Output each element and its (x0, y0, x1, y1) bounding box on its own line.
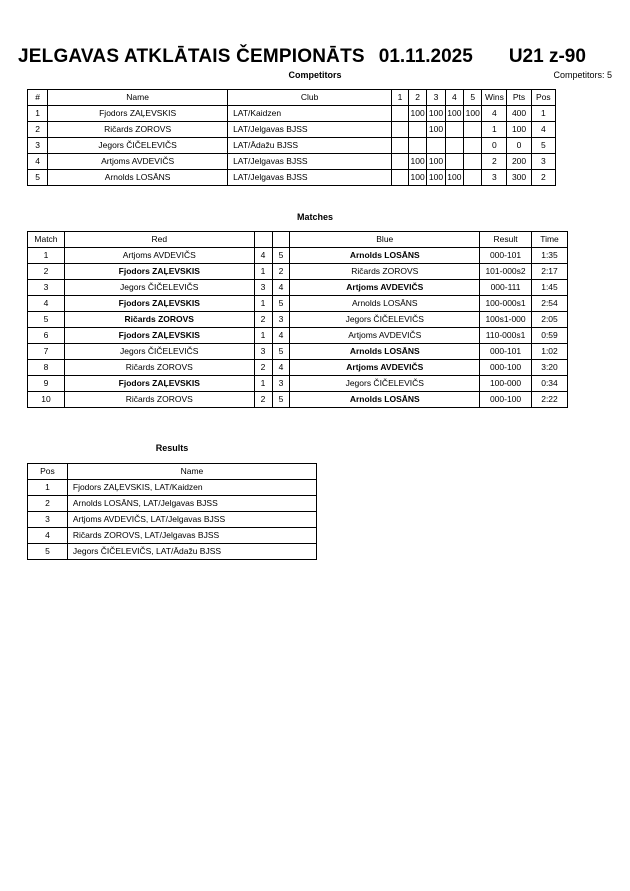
competitor-name: Jegors ČIČELEVIČS (48, 138, 228, 154)
match-blue-seed: 3 (272, 312, 290, 328)
competitor-wins: 3 (482, 170, 507, 186)
match-blue-name: Artjoms AVDEVIČS (290, 328, 480, 344)
competitor-score-1 (392, 106, 409, 122)
competitor-score-3: 100 (427, 170, 445, 186)
match-blue-seed: 5 (272, 248, 290, 264)
results-table-wrap (27, 463, 317, 560)
match-blue-seed: 4 (272, 280, 290, 296)
table-row (28, 496, 317, 512)
competitor-score-4 (445, 154, 463, 170)
competitor-num: 2 (28, 122, 48, 138)
col-header-num: # (28, 90, 48, 106)
competitor-name: Artjoms AVDEVIČS (48, 154, 228, 170)
competitor-wins: 2 (482, 154, 507, 170)
table-row (28, 170, 556, 186)
col-header-name: Name (48, 90, 228, 106)
competitor-wins: 4 (482, 106, 507, 122)
match-blue-seed: 4 (272, 360, 290, 376)
competitor-pts: 0 (507, 138, 531, 154)
match-red-name: Jegors ČIČELEVIČS (64, 344, 254, 360)
competitor-score-3: 100 (427, 122, 445, 138)
table-row (28, 264, 568, 280)
match-blue-seed: 4 (272, 328, 290, 344)
match-blue-name: Arnolds LOSĀNS (290, 296, 480, 312)
competitor-score-4 (445, 122, 463, 138)
table-row (28, 248, 568, 264)
match-time: 0:34 (532, 376, 568, 392)
competitor-pts: 200 (507, 154, 531, 170)
competitor-pts: 300 (507, 170, 531, 186)
match-blue-seed: 5 (272, 392, 290, 408)
result-name: Fjodors ZAĻEVSKIS, LAT/Kaidzen (67, 480, 316, 496)
table-row (28, 360, 568, 376)
competitors-section-label: Competitors (288, 70, 342, 80)
page-title: JELGAVAS ATKLĀTAIS ČEMPIONĀTS (18, 46, 365, 67)
competitors-table-wrap (27, 89, 556, 186)
match-result: 110-000s1 (480, 328, 532, 344)
match-blue-seed: 5 (272, 296, 290, 312)
match-red-seed: 1 (254, 264, 272, 280)
competitor-pos: 5 (531, 138, 555, 154)
table-row (28, 154, 556, 170)
match-blue-name: Arnolds LOSĀNS (290, 392, 480, 408)
match-blue-name: Jegors ČIČELEVIČS (290, 376, 480, 392)
competitor-club: LAT/Jelgavas BJSS (228, 170, 392, 186)
match-result: 101-000s2 (480, 264, 532, 280)
competitor-score-2 (408, 138, 426, 154)
competitor-pos: 4 (531, 122, 555, 138)
result-position: 3 (28, 512, 68, 528)
match-number: 10 (28, 392, 65, 408)
report-header (18, 46, 612, 68)
event-date: 01.11.2025 (378, 46, 473, 67)
table-row (28, 280, 568, 296)
col-header-3: 3 (427, 90, 445, 106)
competitor-score-1 (392, 154, 409, 170)
matches-header-row (28, 232, 568, 248)
match-number: 5 (28, 312, 65, 328)
match-time: 2:54 (532, 296, 568, 312)
competitors-header-row (28, 90, 556, 106)
competitor-pos: 2 (531, 170, 555, 186)
col-header-wins: Wins (482, 90, 507, 106)
result-position: 5 (28, 544, 68, 560)
competitor-wins: 1 (482, 122, 507, 138)
results-header-row (28, 464, 317, 480)
col-header-blue: Blue (290, 232, 480, 248)
competitor-pts: 400 (507, 106, 531, 122)
competitor-num: 5 (28, 170, 48, 186)
competitors-table (27, 89, 556, 186)
match-red-seed: 1 (254, 328, 272, 344)
match-number: 2 (28, 264, 65, 280)
competitor-score-5 (464, 122, 482, 138)
match-red-name: Fjodors ZAĻEVSKIS (64, 296, 254, 312)
match-time: 2:22 (532, 392, 568, 408)
col-header-1: 1 (392, 90, 409, 106)
competitor-score-5 (464, 170, 482, 186)
competitor-score-2: 100 (408, 154, 426, 170)
competitor-score-2 (408, 122, 426, 138)
col-header-red: Red (64, 232, 254, 248)
table-row (28, 528, 317, 544)
match-red-name: Fjodors ZAĻEVSKIS (64, 264, 254, 280)
match-number: 6 (28, 328, 65, 344)
match-blue-name: Ričards ZOROVS (290, 264, 480, 280)
match-time: 3:20 (532, 360, 568, 376)
table-row (28, 106, 556, 122)
results-table (27, 463, 317, 560)
competitor-pos: 1 (531, 106, 555, 122)
competitor-score-4 (445, 138, 463, 154)
result-name: Jegors ČIČELEVIČS, LAT/Ādažu BJSS (67, 544, 316, 560)
table-row (28, 296, 568, 312)
table-row (28, 312, 568, 328)
match-red-name: Fjodors ZAĻEVSKIS (64, 376, 254, 392)
result-position: 1 (28, 480, 68, 496)
col-header-pos: Pos (28, 464, 68, 480)
match-red-name: Ričards ZOROVS (64, 360, 254, 376)
col-header-pts: Pts (507, 90, 531, 106)
competitor-num: 4 (28, 154, 48, 170)
competitor-score-5: 100 (464, 106, 482, 122)
col-header-pos: Pos (531, 90, 555, 106)
match-red-seed: 4 (254, 248, 272, 264)
table-row (28, 376, 568, 392)
category-label: U21 z-90 (508, 46, 586, 67)
match-red-name: Ričards ZOROVS (64, 312, 254, 328)
competitor-club: LAT/Jelgavas BJSS (228, 154, 392, 170)
competitor-score-2: 100 (408, 170, 426, 186)
match-time: 1:45 (532, 280, 568, 296)
match-time: 0:59 (532, 328, 568, 344)
table-row (28, 480, 317, 496)
competitor-name: Ričards ZOROVS (48, 122, 228, 138)
match-result: 000-101 (480, 248, 532, 264)
match-red-seed: 3 (254, 280, 272, 296)
result-name: Ričards ZOROVS, LAT/Jelgavas BJSS (67, 528, 316, 544)
match-red-seed: 1 (254, 296, 272, 312)
competitor-pts: 100 (507, 122, 531, 138)
match-blue-name: Jegors ČIČELEVIČS (290, 312, 480, 328)
competitor-num: 3 (28, 138, 48, 154)
table-row (28, 544, 317, 560)
competitor-score-1 (392, 138, 409, 154)
match-time: 1:35 (532, 248, 568, 264)
competitor-score-3: 100 (427, 106, 445, 122)
col-header-red-num (254, 232, 272, 248)
match-result: 000-100 (480, 392, 532, 408)
competitor-score-2: 100 (408, 106, 426, 122)
match-blue-name: Arnolds LOSĀNS (290, 248, 480, 264)
col-header-club: Club (228, 90, 392, 106)
result-position: 2 (28, 496, 68, 512)
competitor-name: Fjodors ZAĻEVSKIS (48, 106, 228, 122)
match-red-seed: 2 (254, 360, 272, 376)
competitor-score-1 (392, 122, 409, 138)
match-red-name: Jegors ČIČELEVIČS (64, 280, 254, 296)
competitor-pos: 3 (531, 154, 555, 170)
competitors-count: Competitors: 5 (553, 70, 612, 80)
match-number: 7 (28, 344, 65, 360)
match-red-name: Ričards ZOROVS (64, 392, 254, 408)
result-position: 4 (28, 528, 68, 544)
match-red-name: Artjoms AVDEVIČS (64, 248, 254, 264)
match-blue-name: Artjoms AVDEVIČS (290, 280, 480, 296)
match-number: 1 (28, 248, 65, 264)
col-header-4: 4 (445, 90, 463, 106)
match-result: 000-111 (480, 280, 532, 296)
table-row (28, 512, 317, 528)
match-result: 000-101 (480, 344, 532, 360)
competitor-wins: 0 (482, 138, 507, 154)
matches-table-wrap (27, 231, 568, 408)
competitor-score-5 (464, 138, 482, 154)
match-number: 8 (28, 360, 65, 376)
table-row (28, 344, 568, 360)
match-number: 3 (28, 280, 65, 296)
col-header-5: 5 (464, 90, 482, 106)
table-row (28, 138, 556, 154)
competitor-score-3: 100 (427, 154, 445, 170)
match-blue-seed: 2 (272, 264, 290, 280)
matches-table (27, 231, 568, 408)
match-blue-name: Artjoms AVDEVIČS (290, 360, 480, 376)
match-time: 2:17 (532, 264, 568, 280)
match-time: 2:05 (532, 312, 568, 328)
competitor-num: 1 (28, 106, 48, 122)
match-result: 000-100 (480, 360, 532, 376)
competitor-score-1 (392, 170, 409, 186)
col-header-blue-num (272, 232, 290, 248)
col-header-match: Match (28, 232, 65, 248)
match-result: 100-000 (480, 376, 532, 392)
table-row (28, 392, 568, 408)
competitor-name: Arnolds LOSĀNS (48, 170, 228, 186)
match-result: 100-000s1 (480, 296, 532, 312)
results-section-label: Results (155, 443, 189, 453)
match-red-seed: 1 (254, 376, 272, 392)
match-blue-seed: 3 (272, 376, 290, 392)
match-number: 9 (28, 376, 65, 392)
match-time: 1:02 (532, 344, 568, 360)
competitor-club: LAT/Ādažu BJSS (228, 138, 392, 154)
match-number: 4 (28, 296, 65, 312)
match-red-seed: 2 (254, 312, 272, 328)
competitor-club: LAT/Jelgavas BJSS (228, 122, 392, 138)
col-header-time: Time (532, 232, 568, 248)
col-header-result: Result (480, 232, 532, 248)
match-result: 100s1-000 (480, 312, 532, 328)
result-name: Arnolds LOSĀNS, LAT/Jelgavas BJSS (67, 496, 316, 512)
matches-section-label: Matches (296, 212, 333, 222)
match-red-seed: 3 (254, 344, 272, 360)
competitor-score-3 (427, 138, 445, 154)
competitor-club: LAT/Kaidzen (228, 106, 392, 122)
match-red-seed: 2 (254, 392, 272, 408)
result-name: Artjoms AVDEVIČS, LAT/Jelgavas BJSS (67, 512, 316, 528)
col-header-2: 2 (408, 90, 426, 106)
match-blue-seed: 5 (272, 344, 290, 360)
competitor-score-4: 100 (445, 106, 463, 122)
competitor-score-4: 100 (445, 170, 463, 186)
match-red-name: Fjodors ZAĻEVSKIS (64, 328, 254, 344)
match-blue-name: Arnolds LOSĀNS (290, 344, 480, 360)
table-row (28, 328, 568, 344)
competitor-score-5 (464, 154, 482, 170)
col-header-name: Name (67, 464, 316, 480)
table-row (28, 122, 556, 138)
